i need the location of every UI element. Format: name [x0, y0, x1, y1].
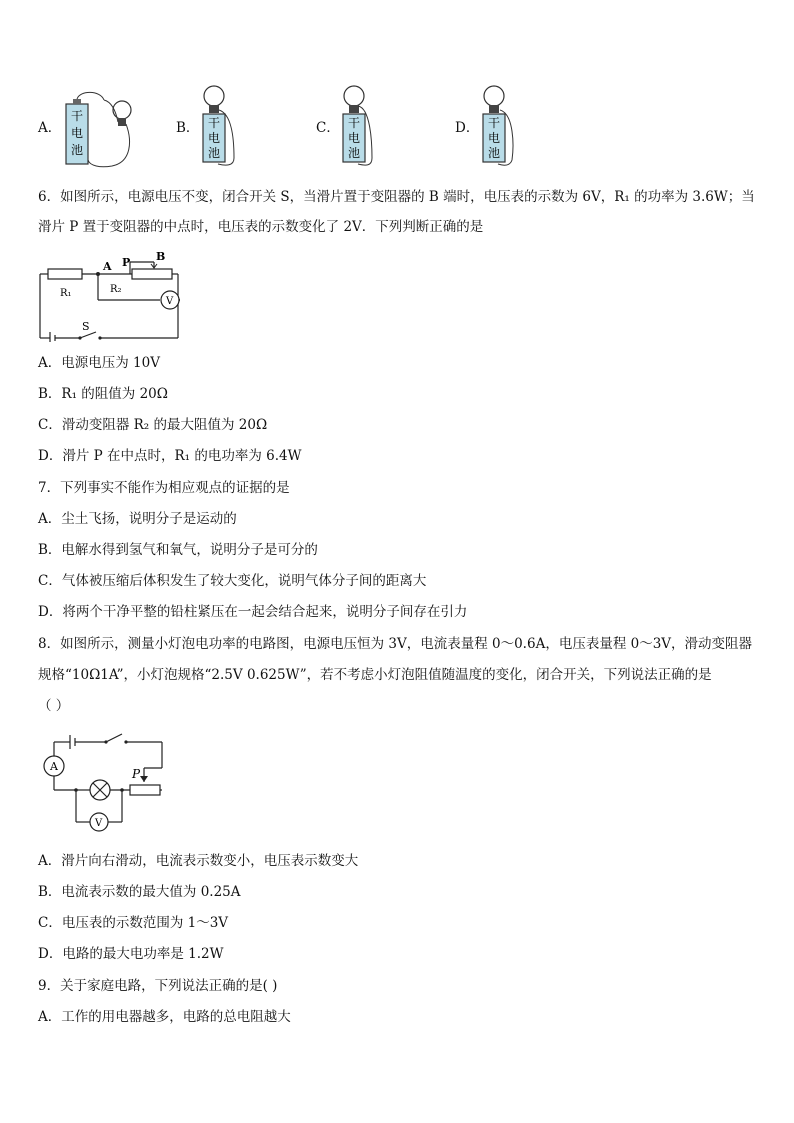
- q7-option-b: B．电解水得到氢气和氧气，说明分子是可分的: [38, 542, 318, 558]
- battery-char-3: 池: [70, 143, 84, 157]
- q6-stem-line1: 6．如图所示，电源电压不变，闭合开关 S，当滑片置于变阻器的 B 端时，电压表的示数为 6V，R₁ 的功率为 3.6W；当: [38, 189, 755, 205]
- q8-stem-line3: （ ）: [38, 698, 70, 714]
- battery-char-1: 干: [70, 109, 84, 123]
- q8-circuit-diagram: [36, 730, 172, 836]
- battery-char-1: 干: [347, 116, 361, 130]
- circuit-label-r1: R₁: [60, 288, 72, 299]
- q5-option-a-figure: [60, 90, 140, 170]
- bulb-icon: [344, 86, 364, 106]
- circuit-label-a: A: [50, 760, 58, 773]
- q5-option-d-label: D．: [455, 120, 480, 136]
- battery-char-3: 池: [487, 146, 501, 160]
- circuit-label-v: V: [95, 818, 103, 829]
- q5-option-b-figure: [196, 80, 246, 168]
- bulb-icon: [484, 86, 504, 106]
- q8-stem-line1: 8．如图所示，测量小灯泡电功率的电路图，电源电压恒为 3V，电流表量程 0～0.6A，电压表量程 0～3V，滑动变阻器: [38, 636, 753, 652]
- battery-char-2: 电: [347, 131, 361, 145]
- q8-option-d: D．电路的最大电功率是 1.2W: [38, 946, 224, 962]
- circuit-label-b: B: [156, 250, 166, 263]
- q6-option-c: C．滑动变阻器 R₂ 的最大阻值为 20Ω: [38, 417, 268, 433]
- q6-circuit-diagram: [36, 244, 186, 342]
- battery-char-2: 电: [70, 126, 84, 140]
- q8-option-a: A．滑片向右滑动，电流表示数变小，电压表示数变大: [38, 853, 359, 869]
- q8-stem-line2: 规格“10Ω1A”，小灯泡规格“2.5V 0.625W”，若不考虑小灯泡阻值随温度的变化，闭合开关，下列说法正确的是: [38, 667, 712, 683]
- resistor-r2: [132, 269, 172, 279]
- slider-arrow-icon: [140, 776, 148, 782]
- circuit-label-p: P: [132, 767, 141, 781]
- q6-option-a: A．电源电压为 10V: [38, 355, 160, 371]
- battery-char-2: 电: [207, 131, 221, 145]
- battery-char-1: 干: [487, 116, 501, 130]
- q5-option-b-label: B．: [176, 120, 200, 136]
- q7-stem: 7．下列事实不能作为相应观点的证据的是: [38, 480, 290, 496]
- battery-char-3: 池: [207, 146, 221, 160]
- q5-option-c-figure: [336, 80, 386, 168]
- circuit-label-a: A: [103, 260, 112, 273]
- q5-option-c-label: C．: [316, 120, 340, 136]
- q7-option-d: D．将两个干净平整的铅柱紧压在一起会结合起来，说明分子间存在引力: [38, 604, 468, 620]
- circuit-label-v: V: [166, 296, 174, 307]
- rheostat: [130, 785, 160, 795]
- q8-option-c: C．电压表的示数范围为 1～3V: [38, 915, 229, 931]
- q6-stem-line2: 滑片 P 置于变阻器的中点时，电压表的示数变化了 2V．下列判断正确的是: [38, 219, 484, 235]
- q5-option-d-figure: [476, 80, 526, 168]
- bulb-icon: [113, 101, 131, 119]
- q6-option-d: D．滑片 P 在中点时，R₁ 的电功率为 6.4W: [38, 448, 302, 464]
- resistor-r1: [48, 269, 82, 279]
- battery-char-1: 干: [207, 116, 221, 130]
- circuit-label-r2: R₂: [110, 284, 122, 295]
- q9-stem: 9．关于家庭电路，下列说法正确的是( ): [38, 978, 278, 994]
- q6-option-b: B．R₁ 的阻值为 20Ω: [38, 386, 168, 402]
- q5-option-a-label: A．: [38, 120, 62, 136]
- circuit-label-s: S: [82, 320, 90, 333]
- q7-option-c: C．气体被压缩后体积发生了较大变化，说明气体分子间的距离大: [38, 573, 427, 589]
- q9-option-a: A．工作的用电器越多，电路的总电阻越大: [38, 1009, 291, 1025]
- battery-char-3: 池: [347, 146, 361, 160]
- circuit-label-p: P: [122, 256, 131, 269]
- q8-option-b: B．电流表示数的最大值为 0.25A: [38, 884, 241, 900]
- battery-char-2: 电: [487, 131, 501, 145]
- q7-option-a: A．尘土飞扬，说明分子是运动的: [38, 511, 237, 527]
- bulb-icon: [204, 86, 224, 106]
